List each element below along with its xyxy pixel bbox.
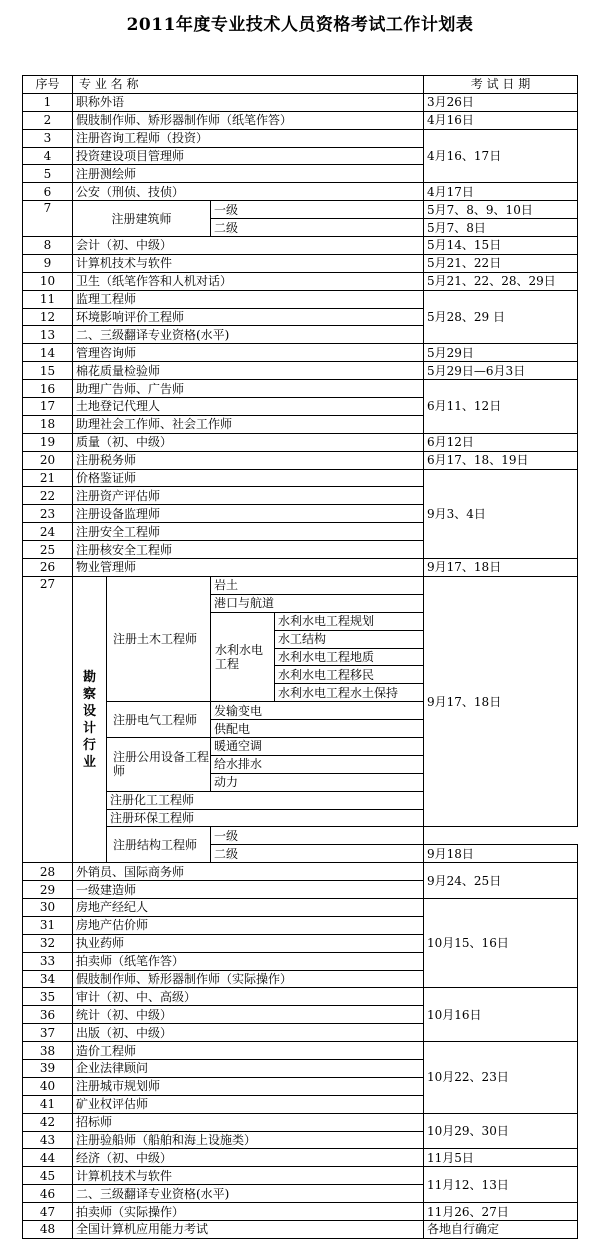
civil-engineer: 注册土木工程师 bbox=[107, 576, 211, 701]
exam-name: 公安（刑侦、技侦） bbox=[73, 183, 424, 201]
exam-name: 监理工程师 bbox=[73, 290, 424, 308]
row-number: 46 bbox=[23, 1185, 73, 1203]
exam-level: 二级 bbox=[211, 845, 424, 863]
exam-name: 招标师 bbox=[73, 1113, 424, 1131]
exam-name: 房地产估价师 bbox=[73, 916, 424, 934]
exam-date: 5月14、15日 bbox=[424, 237, 578, 255]
exam-name: 注册设备监理师 bbox=[73, 505, 424, 523]
exam-name: 助理广告师、广告师 bbox=[73, 380, 424, 398]
exam-name: 注册建筑师 bbox=[73, 201, 211, 237]
exam-date: 10月15、16日 bbox=[424, 898, 578, 987]
row-number: 3 bbox=[23, 129, 73, 147]
exam-name: 注册测绘师 bbox=[73, 165, 424, 183]
row-number: 6 bbox=[23, 183, 73, 201]
exam-name: 注册安全工程师 bbox=[73, 523, 424, 541]
row-number: 5 bbox=[23, 165, 73, 183]
table-row bbox=[23, 272, 578, 290]
row-number: 11 bbox=[23, 290, 73, 308]
table-row bbox=[23, 237, 578, 255]
exam-name: 二、三级翻译专业资格(水平) bbox=[73, 326, 424, 344]
table-row bbox=[23, 344, 578, 362]
exam-date: 9月17、18日 bbox=[424, 576, 578, 826]
exam-date: 5月21、22日 bbox=[424, 254, 578, 272]
row-number: 2 bbox=[23, 111, 73, 129]
exam-level: 二级 bbox=[211, 219, 424, 237]
exam-name: 管理咨询师 bbox=[73, 344, 424, 362]
row-number: 15 bbox=[23, 362, 73, 380]
exam-name: 注册税务师 bbox=[73, 451, 424, 469]
exam-date: 3月26日 bbox=[424, 93, 578, 111]
sub-specialty: 水利水电工程移民 bbox=[275, 666, 424, 684]
group-label: 勘察设计行业 bbox=[82, 669, 96, 770]
row-number: 34 bbox=[23, 970, 73, 988]
exam-name: 审计（初、中、高级） bbox=[73, 988, 424, 1006]
exam-name: 造价工程师 bbox=[73, 1042, 424, 1060]
row-number: 21 bbox=[23, 469, 73, 487]
row-number: 13 bbox=[23, 326, 73, 344]
exam-name: 价格鉴证师 bbox=[73, 469, 424, 487]
exam-schedule-table bbox=[22, 75, 578, 1239]
row-number: 43 bbox=[23, 1131, 73, 1149]
exam-level: 一级 bbox=[211, 201, 424, 219]
sub-specialty: 供配电 bbox=[211, 720, 424, 738]
exam-name: 企业法律顾问 bbox=[73, 1059, 424, 1077]
exam-name: 计算机技术与软件 bbox=[73, 1167, 424, 1185]
exam-date: 9月3、4日 bbox=[424, 469, 578, 558]
row-number: 33 bbox=[23, 952, 73, 970]
structural-engineer: 注册结构工程师 bbox=[107, 827, 211, 863]
sub-specialty: 港口与航道 bbox=[211, 594, 424, 612]
exam-name: 注册资产评估师 bbox=[73, 487, 424, 505]
table-row bbox=[23, 290, 578, 308]
row-number: 28 bbox=[23, 863, 73, 881]
sub-specialty: 水利水电工程规划 bbox=[275, 612, 424, 630]
table-row bbox=[23, 988, 578, 1006]
table-row bbox=[23, 863, 578, 881]
row-number: 25 bbox=[23, 541, 73, 559]
exam-date: 5月29日—6月3日 bbox=[424, 362, 578, 380]
row-number: 19 bbox=[23, 433, 73, 451]
sub-specialty: 水利水电工程水土保持 bbox=[275, 684, 424, 702]
header-date: 考 试 日 期 bbox=[424, 76, 578, 94]
environmental-engineer: 注册环保工程师 bbox=[107, 809, 424, 827]
row-number: 42 bbox=[23, 1113, 73, 1131]
row-number: 44 bbox=[23, 1149, 73, 1167]
exam-date: 5月29日 bbox=[424, 344, 578, 362]
row-number: 29 bbox=[23, 881, 73, 899]
row-number: 8 bbox=[23, 237, 73, 255]
row-number: 27 bbox=[23, 576, 73, 862]
table-row bbox=[23, 1113, 578, 1131]
exam-date: 11月26、27日 bbox=[424, 1203, 578, 1221]
exam-date: 6月11、12日 bbox=[424, 380, 578, 434]
row-number: 14 bbox=[23, 344, 73, 362]
table-row bbox=[23, 254, 578, 272]
row-number: 7 bbox=[23, 201, 73, 237]
table-row bbox=[23, 362, 578, 380]
table-row bbox=[23, 469, 578, 487]
table-row bbox=[23, 129, 578, 147]
table-row bbox=[23, 183, 578, 201]
header-num: 序号 bbox=[23, 76, 73, 94]
table-row bbox=[23, 898, 578, 916]
table-row bbox=[23, 93, 578, 111]
exam-date: 各地自行确定 bbox=[424, 1221, 578, 1239]
exam-name: 二、三级翻译专业资格(水平) bbox=[73, 1185, 424, 1203]
exam-date: 10月16日 bbox=[424, 988, 578, 1042]
table-row bbox=[23, 201, 578, 219]
row-number: 38 bbox=[23, 1042, 73, 1060]
sub-specialty: 水工结构 bbox=[275, 630, 424, 648]
exam-date: 4月17日 bbox=[424, 183, 578, 201]
sub-specialty: 发输变电 bbox=[211, 702, 424, 720]
exam-name: 一级建造师 bbox=[73, 881, 424, 899]
table-row bbox=[23, 576, 578, 594]
exam-name: 环境影响评价工程师 bbox=[73, 308, 424, 326]
table-row bbox=[23, 1149, 578, 1167]
row-number: 9 bbox=[23, 254, 73, 272]
page-title: 2011年度专业技术人员资格考试工作计划表 bbox=[126, 15, 474, 35]
exam-date: 9月18日 bbox=[424, 845, 578, 863]
exam-name: 职称外语 bbox=[73, 93, 424, 111]
table-row bbox=[23, 433, 578, 451]
row-number: 4 bbox=[23, 147, 73, 165]
table-row bbox=[23, 1221, 578, 1239]
electrical-engineer: 注册电气工程师 bbox=[107, 702, 211, 738]
exam-date: 4月16、17日 bbox=[424, 129, 578, 183]
row-number: 20 bbox=[23, 451, 73, 469]
row-number: 24 bbox=[23, 523, 73, 541]
chemical-engineer: 注册化工工程师 bbox=[107, 791, 424, 809]
exam-date: 6月17、18、19日 bbox=[424, 451, 578, 469]
row-number: 36 bbox=[23, 1006, 73, 1024]
table-row bbox=[23, 111, 578, 129]
exam-name: 助理社会工作师、社会工作师 bbox=[73, 415, 424, 433]
exam-name: 质量（初、中级） bbox=[73, 433, 424, 451]
exam-name: 物业管理师 bbox=[73, 559, 424, 577]
exam-date: 9月24、25日 bbox=[424, 863, 578, 899]
exam-name: 投资建设项目管理师 bbox=[73, 147, 424, 165]
table-row bbox=[23, 559, 578, 577]
exam-name: 外销员、国际商务师 bbox=[73, 863, 424, 881]
row-number: 39 bbox=[23, 1059, 73, 1077]
exam-date: 11月5日 bbox=[424, 1149, 578, 1167]
row-number: 31 bbox=[23, 916, 73, 934]
exam-name: 注册验船师（船舶和海上设施类） bbox=[73, 1131, 424, 1149]
table-row bbox=[23, 380, 578, 398]
exam-name: 经济（初、中级） bbox=[73, 1149, 424, 1167]
row-number: 10 bbox=[23, 272, 73, 290]
exam-name: 出版（初、中级） bbox=[73, 1024, 424, 1042]
table-row bbox=[23, 827, 578, 845]
exam-date: 6月12日 bbox=[424, 433, 578, 451]
exam-name: 假肢制作师、矫形器制作师（纸笔作答） bbox=[73, 111, 424, 129]
sub-specialty: 水利水电工程地质 bbox=[275, 648, 424, 666]
exam-level: 一级 bbox=[211, 827, 424, 845]
exam-name: 假肢制作师、矫形器制作师（实际操作） bbox=[73, 970, 424, 988]
exam-date: 11月12、13日 bbox=[424, 1167, 578, 1203]
row-number: 45 bbox=[23, 1167, 73, 1185]
utility-engineer: 注册公用设备工程师 bbox=[107, 737, 211, 791]
exam-name: 拍卖师（实际操作） bbox=[73, 1203, 424, 1221]
exam-date: 5月28、29 日 bbox=[424, 290, 578, 344]
sub-specialty: 暖通空调 bbox=[211, 737, 424, 755]
exam-name: 棉花质量检验师 bbox=[73, 362, 424, 380]
row-number: 48 bbox=[23, 1221, 73, 1239]
table-header-row bbox=[23, 76, 578, 94]
exam-name: 执业药师 bbox=[73, 934, 424, 952]
row-number: 1 bbox=[23, 93, 73, 111]
exam-name: 统计（初、中级） bbox=[73, 1006, 424, 1024]
row-number: 37 bbox=[23, 1024, 73, 1042]
table-row bbox=[23, 451, 578, 469]
exam-name: 会计（初、中级） bbox=[73, 237, 424, 255]
row-number: 47 bbox=[23, 1203, 73, 1221]
exam-date: 4月16日 bbox=[424, 111, 578, 129]
header-name: 专 业 名 称 bbox=[73, 76, 424, 94]
exam-date: 9月17、18日 bbox=[424, 559, 578, 577]
table-row bbox=[23, 1042, 578, 1060]
group-name bbox=[73, 576, 107, 862]
exam-name: 房地产经纪人 bbox=[73, 898, 424, 916]
exam-name: 注册核安全工程师 bbox=[73, 541, 424, 559]
exam-date: 10月29、30日 bbox=[424, 1113, 578, 1149]
row-number: 23 bbox=[23, 505, 73, 523]
water-engineering: 水利水电工程 bbox=[211, 612, 275, 701]
row-number: 30 bbox=[23, 898, 73, 916]
sub-specialty: 岩土 bbox=[211, 576, 424, 594]
exam-date: 5月21、22、28、29日 bbox=[424, 272, 578, 290]
sub-specialty: 给水排水 bbox=[211, 755, 424, 773]
sub-specialty: 动力 bbox=[211, 773, 424, 791]
exam-name: 土地登记代理人 bbox=[73, 398, 424, 416]
table-row bbox=[23, 1203, 578, 1221]
row-number: 40 bbox=[23, 1077, 73, 1095]
exam-name: 全国计算机应用能力考试 bbox=[73, 1221, 424, 1239]
exam-name: 计算机技术与软件 bbox=[73, 254, 424, 272]
row-number: 16 bbox=[23, 380, 73, 398]
exam-name: 注册城市规划师 bbox=[73, 1077, 424, 1095]
row-number: 41 bbox=[23, 1095, 73, 1113]
row-number: 26 bbox=[23, 559, 73, 577]
exam-name: 矿业权评估师 bbox=[73, 1095, 424, 1113]
exam-name: 拍卖师（纸笔作答） bbox=[73, 952, 424, 970]
exam-name: 注册咨询工程师（投资） bbox=[73, 129, 424, 147]
row-number: 22 bbox=[23, 487, 73, 505]
row-number: 12 bbox=[23, 308, 73, 326]
row-number: 17 bbox=[23, 398, 73, 416]
exam-date: 5月7、8日 bbox=[424, 219, 578, 237]
table-row bbox=[23, 1167, 578, 1185]
exam-name: 卫生（纸笔作答和人机对话） bbox=[73, 272, 424, 290]
row-number: 32 bbox=[23, 934, 73, 952]
row-number: 35 bbox=[23, 988, 73, 1006]
row-number: 18 bbox=[23, 415, 73, 433]
exam-date: 5月7、8、9、10日 bbox=[424, 201, 578, 219]
exam-date: 10月22、23日 bbox=[424, 1042, 578, 1114]
